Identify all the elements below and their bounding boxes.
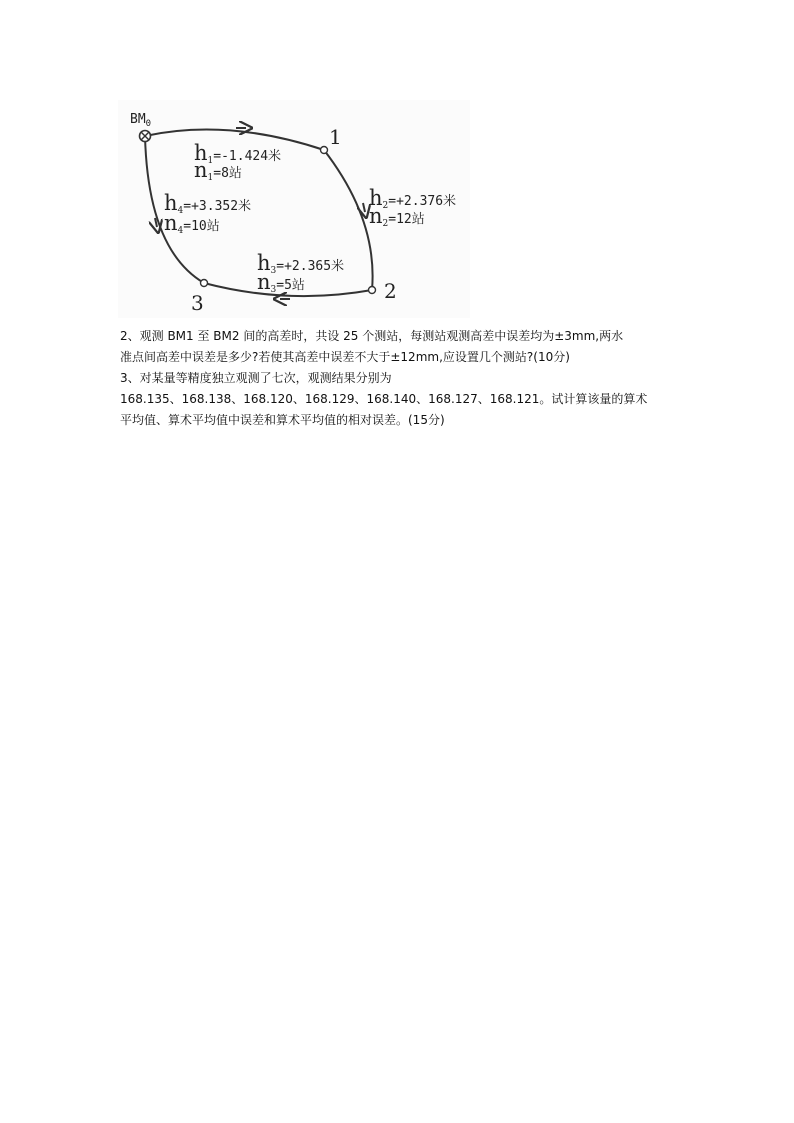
question-3-line-3: 平均值、算术平均值中误差和算术平均值的相对误差。(15分) bbox=[120, 413, 445, 427]
question-2 bbox=[120, 326, 680, 368]
h2-label: h2=+2.376米 bbox=[369, 186, 457, 211]
arrow-h2-icon bbox=[363, 203, 365, 212]
question-3 bbox=[120, 368, 680, 431]
point-1-marker bbox=[321, 147, 328, 154]
point-3-marker bbox=[201, 280, 208, 287]
n4-label: n4=10站 bbox=[164, 211, 220, 236]
point-2-label: 2 bbox=[384, 279, 397, 303]
h4-label: h4=+3.352米 bbox=[164, 191, 252, 216]
point-3-label: 3 bbox=[191, 291, 204, 315]
question-3-line-1: 3、对某量等精度独立观测了七次，观测结果分别为 bbox=[120, 371, 392, 385]
question-2-line-2: 准点间高差中误差是多少?若使其高差中误差不大于±12mm,应设置几个测站?(10分) bbox=[120, 350, 570, 364]
point-1-label: 1 bbox=[329, 125, 342, 149]
route-bm0-to-1 bbox=[145, 130, 324, 150]
point-2-marker bbox=[369, 287, 376, 294]
question-3-line-2: 168.135、168.138、168.120、168.129、168.140、168.127、168.121。试计算该量的算术 bbox=[120, 392, 648, 406]
h1-label: h1=-1.424米 bbox=[194, 141, 282, 166]
h3-label: h3=+2.365米 bbox=[257, 251, 345, 276]
leveling-loop-diagram bbox=[118, 100, 470, 318]
n1-label: n1=8站 bbox=[194, 158, 242, 183]
benchmark-symbol-icon bbox=[140, 131, 151, 142]
question-2-line-1: 2、观测 BM1 至 BM2 间的高差时，共设 25 个测站，每测站观测高差中误差均为±3mm,两水 bbox=[120, 329, 624, 343]
n2-label: n2=12站 bbox=[369, 204, 425, 229]
bm0-label: $BM_0$ bbox=[130, 112, 152, 129]
n3-label: n3=5站 bbox=[257, 270, 305, 295]
